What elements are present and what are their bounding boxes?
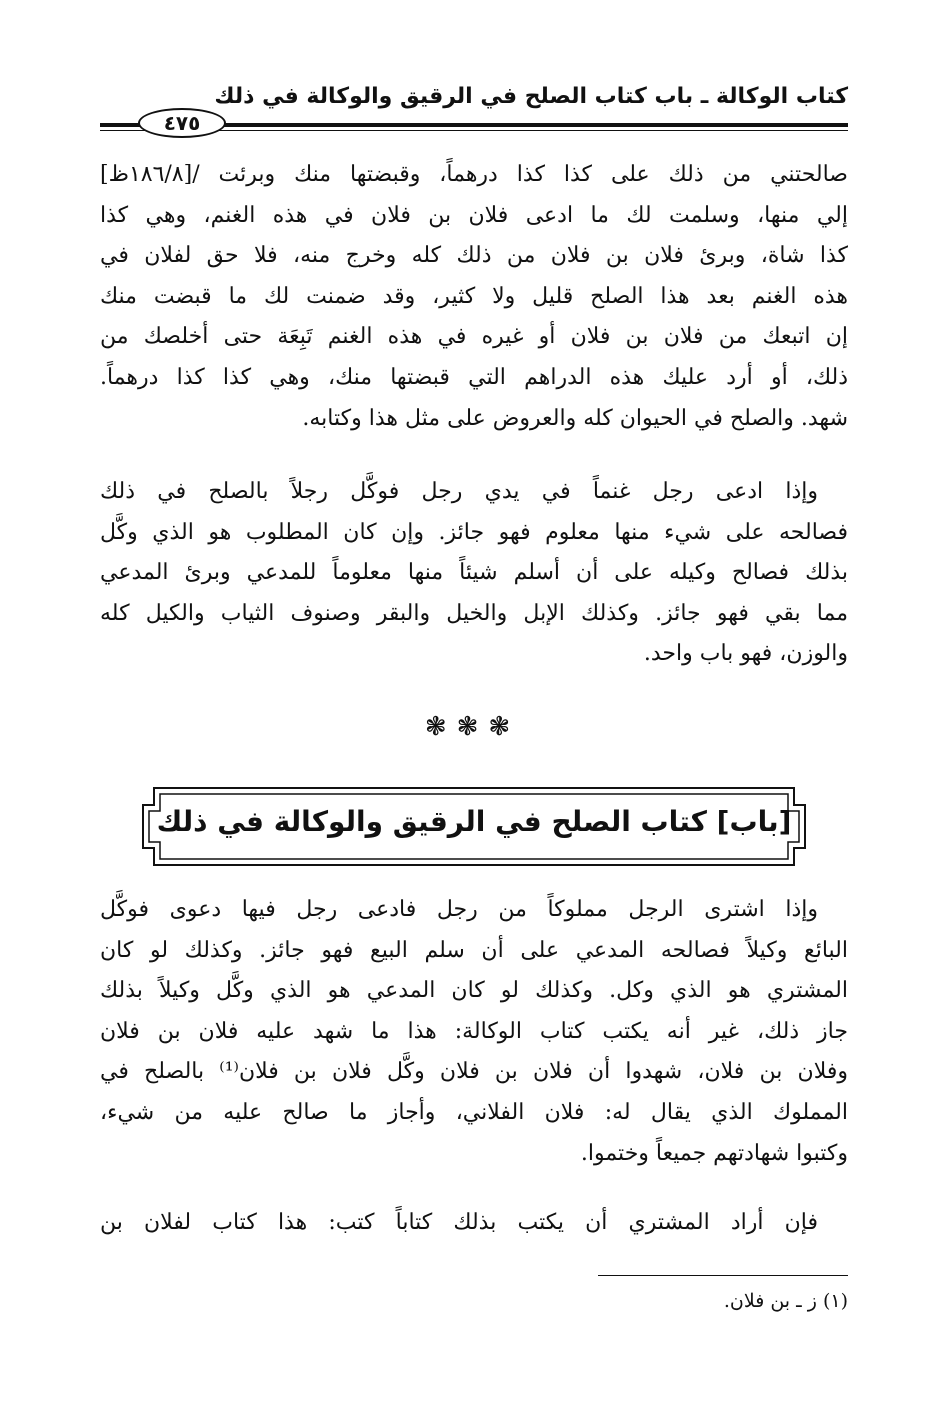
text-line: وإذا اشترى الرجل مملوكاً من رجل فادعى رجل فيها دعوى فوكَّل	[100, 897, 818, 922]
paragraph-2	[100, 472, 848, 675]
text-line: كذا شاة، وبرئ فلان بن فلان من ذلك كله وخرج منه، فلا حق لفلان في	[100, 243, 848, 269]
text-line: وفلان بن فلان، شهدوا أن فلان بن فلان وكَّل فلان بن فلان⁽¹⁾ بالصلح في	[100, 1059, 848, 1085]
text-line: جاز ذلك، غير أنه يكتب كتاب الوكالة: هذا ما شهد عليه فلان بن فلان	[100, 1018, 848, 1044]
paragraph-3	[100, 890, 848, 1174]
text-line: ذلك، أو أرد عليك هذه الدراهم التي قبضتها منك، وهي كذا كذا درهماً.	[100, 364, 848, 390]
text-line: بذلك فصالح وكيله على أن أسلم شيئاً منها معلوماً للمدعي وبرئ المدعي	[100, 560, 848, 586]
page-number: ٤٧٥	[138, 108, 226, 138]
footnote-rule	[598, 1275, 848, 1276]
text-line: المملوك الذي يقال له: فلان الفلاني، وأجاز ما صالح عليه من شيء،	[100, 1099, 848, 1125]
chapter-title: [باب] كتاب الصلح في الرقيق والوكالة في ذلك	[156, 805, 792, 838]
text-line: إلي منها، وسلمت لك ما ادعى فلان بن فلان في هذه الغنم، وهي كذا	[100, 202, 848, 228]
text-line: فإن أراد المشتري أن يكتب بذلك كتاباً كتب: هذا كتاب لفلان بن	[100, 1210, 818, 1235]
paragraph-1	[100, 155, 848, 439]
text-line: صالحتني من ذلك على كذا كذا درهماً، وقبضتها منك وبرئت /[١٨٦/٨ظ]	[100, 162, 848, 187]
text-line: وإذا ادعى رجل غنماً في يدي رجل فوكَّل رجلاً بالصلح في ذلك	[100, 479, 818, 504]
text-line: فصالحه على شيء منها معلوم فهو جائز. وإن كان المطلوب هو الذي وكَّل	[100, 519, 848, 545]
text-line: البائع وكيلاً فصالحه المدعي على أن سلم البيع فهو جائز. وكذلك لو كان	[100, 937, 848, 963]
paragraph-4	[100, 1203, 848, 1244]
text-line: وكتبوا شهادتهم جميعاً وختموا.	[580, 1140, 848, 1166]
running-header	[100, 78, 848, 148]
text-line: إن اتبعك من فلان بن فلان أو غيره في هذه الغنم تَبِعَة حتى أخلصك من	[100, 324, 848, 350]
chapter-heading-frame	[140, 785, 808, 868]
header-title: كتاب الوكالة ـ باب كتاب الصلح في الرقيق والوكالة في ذلك	[214, 84, 848, 109]
text-line: هذه الغنم بعد هذا الصلح قليل ولا كثير، وقد ضمنت لك ما قبضت منك	[100, 283, 848, 309]
text-line: المشتري هو الذي وكل. وكذلك لو كان المدعي هو الذي وكَّل وكيلاً بذلك	[100, 978, 848, 1004]
footnote-1: (١) ز ـ بن فلان.	[723, 1290, 848, 1312]
text-line: مما بقي فهو جائز. وكذلك الإبل والخيل والبقر وصنوف الثياب والكيل كله	[100, 600, 848, 626]
text-line: شهد. والصلح في الحيوان كله والعروض على مثل هذا وكتابه.	[302, 405, 848, 431]
text-line: والوزن، فهو باب واحد.	[643, 641, 848, 667]
section-separator: ❃❃❃	[424, 712, 521, 742]
